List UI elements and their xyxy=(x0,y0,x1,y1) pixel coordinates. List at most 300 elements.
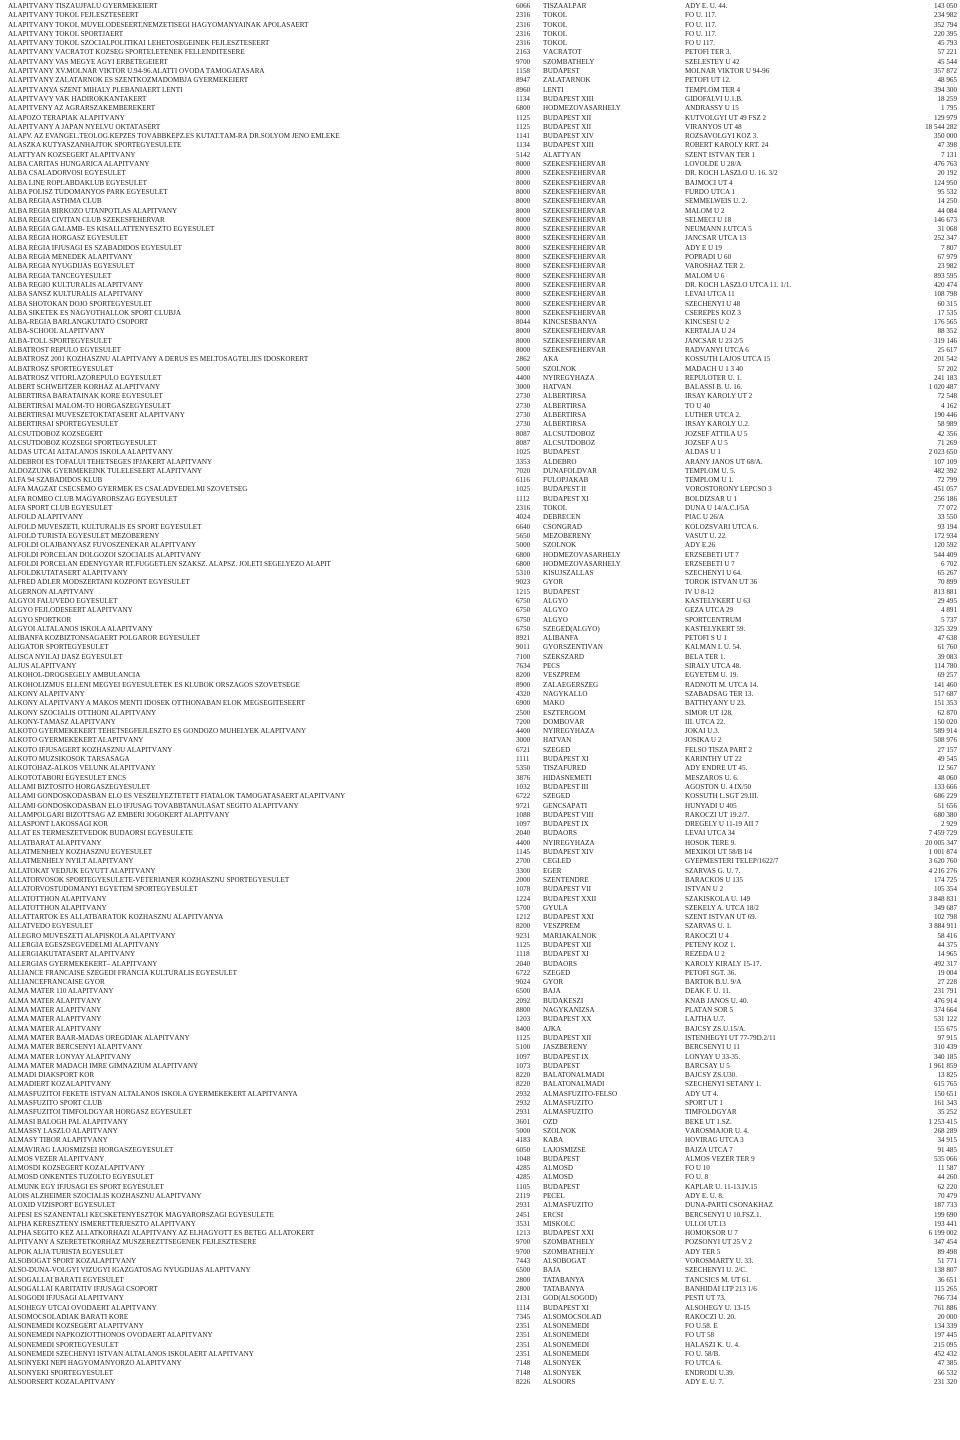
city: BAJA xyxy=(543,1267,561,1275)
street-address: RÓZSAVÖLGYI KÖZ 3. xyxy=(685,133,758,141)
table-row xyxy=(0,969,960,978)
city: TATABÁNYA xyxy=(543,1276,585,1284)
city: DEBRECEN xyxy=(543,514,581,522)
organization-name: ALMASI BALOGH PAL ALAPÍTVÁNY xyxy=(8,1118,128,1126)
organization-name: ALIGÁTOR SPORTEGYESÜLET xyxy=(8,644,109,652)
table-row xyxy=(0,141,960,150)
city: ALBERTIRSA xyxy=(543,412,587,420)
street-address: ÁGOSTON U. 4 IX/50 xyxy=(685,783,752,791)
street-address: KNÁB JÁNOS U. 40. xyxy=(685,997,749,1005)
postal-code: 2932 xyxy=(516,1100,531,1108)
amount: 187 733 xyxy=(933,1202,957,1210)
street-address: JÓZSEF ATTILA U 5 xyxy=(685,430,748,438)
organization-name: ALBATROST REPÜLŐ EGYESÜLET xyxy=(8,346,121,354)
organization-name: ALMÁSY TIBOR ALAPÍTVÁNY xyxy=(8,1137,108,1145)
postal-code: 8087 xyxy=(516,430,531,438)
organization-name: ALAPÍTVÁNY VÁCRÁTÓT KÖZSÉG SPORTÉLETÉNEK FELLENDÍTÉSÉRE xyxy=(8,49,245,57)
street-address: BALASSI B. U. 16. xyxy=(685,384,743,392)
organization-name: ALPHA KERESZTÉNY ISMERETTERJESZTŐ ALAPÍTVÁNY xyxy=(8,1220,196,1228)
street-address: BARCSAY U 5 xyxy=(685,1062,730,1070)
city: SZEGED xyxy=(543,969,571,977)
table-row xyxy=(0,1043,960,1052)
organization-name: ALAPÍTVÁNY TÖKÖL FEJLESZTÉSÉÉRT xyxy=(8,12,139,20)
street-address: TÖRÖK ISTVÁN ÚT 36 xyxy=(685,579,758,587)
organization-name: ALFÖLDI PORCELÁN EDÉNYGYÁR RT.FÜGGETLEN SZAKSZ. ALAPSZ. JOLÉTI SEGÉLYEZŐ ALAPIT xyxy=(8,560,331,568)
city: TÖKÖL xyxy=(543,21,568,29)
street-address: VASÚT U. 22. xyxy=(685,532,727,540)
amount: 252 347 xyxy=(933,235,957,243)
amount: 1 961 859 xyxy=(928,1062,957,1070)
postal-code: 2316 xyxy=(516,505,531,513)
table-row xyxy=(0,643,960,652)
organization-name: ALBA-TOLL SPORTEGYESULET xyxy=(8,337,112,345)
amount: 451 057 xyxy=(933,486,957,494)
table-row xyxy=(0,495,960,504)
amount: 374 664 xyxy=(933,1007,957,1015)
table-row xyxy=(0,941,960,950)
organization-name: ÁLLATORVOSTUDOMÁNYI EGYETEM SPORTEGYESÜLET xyxy=(8,886,198,894)
table-row xyxy=(0,1155,960,1164)
city: KABA xyxy=(543,1137,564,1145)
street-address: SIMOR UT 128. xyxy=(685,709,733,717)
street-address: BOLDIZSÁR U 1 xyxy=(685,495,738,503)
organization-name: ALMÁDIÉRT KÖZALAPÍTVÁNY xyxy=(8,1081,112,1089)
amount: 357 872 xyxy=(933,68,957,76)
organization-name: ALBERTIRSA BARÁTAINAK KÖRE EGYESÜLET xyxy=(8,393,163,401)
city: EGER xyxy=(543,867,562,875)
street-address: KÚTVÖLGYI ÚT 49 FSZ 2 xyxy=(685,114,767,122)
organization-name: ALMA MATER ALAPÍTVÁNY xyxy=(8,1016,102,1024)
amount: 680 380 xyxy=(933,811,957,819)
street-address: SELMECI U 18 xyxy=(685,216,732,224)
organization-name: ALFÖLD MŰVÉSZETI, KULTURÁLIS ÉS SPORT EGYESÜLET xyxy=(8,523,202,531)
city: NAGYKÁLLÓ xyxy=(543,690,588,698)
postal-code: 8921 xyxy=(516,635,531,643)
street-address: ERZSÉBETI U 7 xyxy=(685,560,735,568)
postal-code: 3876 xyxy=(516,774,531,782)
postal-code: 2730 xyxy=(516,402,531,410)
organization-name: ALBA LINE RÖPLABDAKLUB EGYESÜLET xyxy=(8,179,147,187)
postal-code: 1125 xyxy=(516,941,530,949)
city: SZÉKESFEHÉRVÁR xyxy=(543,216,606,224)
amount: 161 343 xyxy=(933,1100,957,1108)
organization-name: ALPESI ÉS SZÁNENTÁLI KECSKETENYÉSZTŐK MAGYARORSZÁGI EGYESÜLETE xyxy=(8,1211,274,1219)
amount: 141 460 xyxy=(933,681,957,689)
postal-code: 2730 xyxy=(516,421,531,429)
amount: 129 979 xyxy=(933,114,957,122)
organization-name: ALKOHOL-DROGSEGÉLY AMBULANCIA xyxy=(8,672,141,680)
table-row xyxy=(0,67,960,76)
organization-name: ÁLLAMI GONDOSKODÁSBAN ÉLŐ ÉS VESZÉLYEZTETETT FIATALOK TÁMOGATÁSÁÉRT ALAPÍTVÁNY xyxy=(8,793,346,801)
street-address: VÁROSMAJOR U. 4. xyxy=(685,1127,749,1135)
street-address: FŐ U. 58/B. xyxy=(685,1351,721,1359)
street-address: MALOM U 2 xyxy=(685,207,725,215)
postal-code: 2932 xyxy=(516,1090,531,1098)
street-address: NEUMANN J.UTCA 5 xyxy=(685,226,752,234)
city: SZÉKESFEHÉRVÁR xyxy=(543,226,606,234)
city: SZÉKESFEHÉRVÁR xyxy=(543,309,606,317)
postal-code: 4285 xyxy=(516,1165,531,1173)
organization-name: ÁLMUNK EGY IFJÚSÁGI ÉS SPORT EGYESÜLET xyxy=(8,1183,164,1191)
amount: 3 620 760 xyxy=(928,858,957,866)
table-row xyxy=(0,1164,960,1173)
table-row xyxy=(0,885,960,894)
street-address: ADY E. U. 8. xyxy=(685,1193,724,1200)
postal-code: 7148 xyxy=(516,1360,531,1368)
street-address: BATTHYÁNY U 23. xyxy=(685,700,746,708)
organization-name: ALBA REGIA ASTHMA CLUB xyxy=(8,198,102,206)
city: ALSÓNÉMEDI xyxy=(543,1332,590,1340)
street-address: LOVOLDE U 28/A xyxy=(685,161,742,169)
street-address: REZEDA U 2 xyxy=(685,951,725,959)
city: BALATONALMÁDI xyxy=(543,1072,605,1080)
city: ALBERTIRSA xyxy=(543,393,587,401)
street-address: ADY ÚT 4. xyxy=(685,1090,719,1098)
postal-code: 8000 xyxy=(516,272,531,280)
organization-name: ALGERNON ALAPÍTVÁNY xyxy=(8,588,95,596)
table-row xyxy=(0,244,960,253)
table-row xyxy=(0,746,960,755)
table-row xyxy=(0,997,960,1006)
city: TÖKÖL xyxy=(543,30,568,38)
table-row xyxy=(0,272,960,281)
street-address: CSEREPES KÖZ 3 xyxy=(685,309,741,317)
postal-code: 2163 xyxy=(516,49,531,57)
organization-name: ALDEBRŐI ÉS TÓFALUI TEHETSÉGES IFJAKÉRT ALAPÍTVÁNY xyxy=(8,458,213,466)
postal-code: 4024 xyxy=(516,514,531,522)
amount: 51 656 xyxy=(937,802,957,810)
postal-code: 2730 xyxy=(516,412,531,420)
amount: 27 157 xyxy=(937,746,957,754)
organization-name: ALBERTIRSAI SPORTEGYESÜLET xyxy=(8,421,119,429)
organization-name: ALMA MATER ALAPÍTVÁNY xyxy=(8,1007,102,1015)
table-row xyxy=(0,1359,960,1368)
amount: 761 886 xyxy=(933,1304,957,1312)
postal-code: 1111 xyxy=(516,756,530,764)
city: ZALATÁRNOK xyxy=(543,77,591,85)
organization-name: ALLEGRO MŰVÉSZETI ALAPISKOLA ALAPÍTVÁNY xyxy=(8,932,176,940)
organization-name: ALOIS ALZHEIMER SZOCIÁLIS KÖZHASZNÚ ALAPÍTVÁNY xyxy=(8,1193,202,1200)
amount: 20 192 xyxy=(937,170,957,178)
postal-code: 2931 xyxy=(516,1202,531,1210)
street-address: IRSAY KÁROLY U.2. xyxy=(685,421,750,429)
postal-code: 2351 xyxy=(516,1323,531,1331)
street-address: ENDRŐDI U.39. xyxy=(685,1369,735,1377)
postal-code: 8800 xyxy=(516,1007,531,1015)
organization-name: ÁLLATTARTÓK ÉS ÁLLATBARÁTOK KÖZHASZNÚ ALAPÍTVÁNYA xyxy=(8,914,224,922)
street-address: BEKE UT 1.SZ. xyxy=(685,1118,732,1126)
table-row xyxy=(0,857,960,866)
table-row xyxy=(0,1090,960,1099)
street-address: HUNYADI U 405 xyxy=(685,802,737,810)
postal-code: 2800 xyxy=(516,1285,531,1293)
organization-name: ALMA MATER BAÁR-MADAS ÖREGDIÁK ALAPÍTVÁNY xyxy=(8,1034,190,1042)
organization-name: ALBA SANSZ KULTURALIS ALAPITVANY xyxy=(8,291,143,299)
amount: 27 228 xyxy=(937,979,957,987)
table-row xyxy=(0,1071,960,1080)
postal-code: 8900 xyxy=(516,681,531,689)
street-address: ISTVÁN U 2 xyxy=(685,886,724,894)
table-row xyxy=(0,1099,960,1108)
street-address: SZARVAS G. U. 7. xyxy=(685,867,741,875)
table-row xyxy=(0,1173,960,1182)
organization-name: ALAPÍTVÁNY XV.MOLNÁR VIKTOR U.94-96.ALATTI ÓVODA TÁMOGATÁSÁRA xyxy=(8,68,265,76)
street-address: KÁLMÁN I. U. 54. xyxy=(685,644,742,652)
amount: 241 183 xyxy=(933,374,957,382)
city: MÁRIAKÁLNOK xyxy=(543,932,597,940)
city: BUDAPEST XII xyxy=(543,941,592,949)
street-address: VÖRÖSTORONY LÉPCSŐ 3 xyxy=(685,486,772,494)
amount: 45 544 xyxy=(937,58,957,66)
table-row xyxy=(0,978,960,987)
organization-name: ALLERGIA EGÉSZSÉGVÉDELMI ALAPÍTVÁNY xyxy=(8,941,160,949)
city: ESZTERGOM xyxy=(543,709,586,717)
city: GÖD(ALSÓGÖD) xyxy=(543,1295,597,1303)
city: ALDEBRŐ xyxy=(543,458,577,466)
postal-code: 8000 xyxy=(516,254,531,262)
city: PÉCEL xyxy=(543,1193,565,1200)
amount: 12 567 xyxy=(937,765,957,773)
postal-code: 1032 xyxy=(516,783,531,791)
postal-code: 7148 xyxy=(516,1369,531,1377)
table-row xyxy=(0,764,960,773)
amount: 4 216 276 xyxy=(928,867,957,875)
table-row xyxy=(0,606,960,615)
city: BUDAPEST xyxy=(543,1183,580,1191)
city: ALSÓBOGÁT xyxy=(543,1258,586,1266)
amount: 7 459 729 xyxy=(928,830,957,838)
organization-name: ALFRÉD ADLER MÓDSZERTANI KÖZPONT EGYESÜLET xyxy=(8,579,190,587)
table-row xyxy=(0,513,960,522)
city: GYŐRSZENTIVÁN xyxy=(543,644,603,652)
organization-name: ALBATROSZ SPORTEGYESÜLET xyxy=(8,365,114,373)
street-address: BAJMÓCI ÚT 4 xyxy=(685,179,733,187)
street-address: SEMMELWEIS U. 2. xyxy=(685,198,748,206)
table-row xyxy=(0,839,960,848)
table-row xyxy=(0,1192,960,1201)
table-row xyxy=(0,151,960,160)
amount: 190 446 xyxy=(933,412,957,420)
postal-code: 1097 xyxy=(516,1053,531,1061)
organization-name: ALMA MATER ALAPÍTVÁNY xyxy=(8,997,102,1005)
organization-name: ALMA MATER 110 ALAPÍTVÁNY xyxy=(8,988,114,996)
postal-code: 2040 xyxy=(516,960,531,968)
city: HATVAN xyxy=(543,737,572,745)
table-row xyxy=(0,541,960,550)
postal-code: 5350 xyxy=(516,765,531,773)
organization-name: ALFÖLDKUTATÁSÉRT ALAPÍTVÁNY xyxy=(8,570,128,578)
city: JÁSZBERÉNY xyxy=(543,1044,588,1052)
postal-code: 1078 xyxy=(516,886,531,894)
postal-code: 9023 xyxy=(516,579,531,587)
city: SZÉKESFEHÉRVÁR xyxy=(543,346,606,354)
organization-name: ÁLLAMI BIZTOSÍTÓ HORGÁSZEGYESÜLET xyxy=(8,783,151,791)
table-row xyxy=(0,309,960,318)
organization-name: ALSÓÖRSÉRT KÖZALAPÍTVÁNY xyxy=(8,1378,116,1386)
postal-code: 1224 xyxy=(516,895,531,903)
street-address: SPORT ÚT 1 xyxy=(685,1100,723,1108)
amount: 61 760 xyxy=(937,644,957,652)
postal-code: 8087 xyxy=(516,439,531,447)
postal-code: 4400 xyxy=(516,728,531,736)
street-address: RÓBERT KÁROLY KRT. 24 xyxy=(685,142,769,150)
postal-code: 3300 xyxy=(516,867,531,875)
postal-code: 5310 xyxy=(516,570,531,578)
organization-name: ALGYŐ SPORTKÖR xyxy=(8,616,72,624)
organization-name: ALLIANCEFRANCAISE GYŐR xyxy=(8,979,105,987)
street-address: BAJCSY ZS.U.15/A. xyxy=(685,1025,746,1033)
street-address: MEXIKÓI ÚT 58/B I/4 xyxy=(685,849,753,857)
organization-name: ALMÁSFÜZITŐI TIMFÖLDGYÁR HORGÁSZ EGYESÜLET xyxy=(8,1109,192,1117)
table-row xyxy=(0,327,960,336)
organization-name: ALBATROSZ 2001 KÖZHASZNÚ ALAPÍTVÁNY A DERŰS ÉS MÉLTÓSÁGTELJES IDŐSKORÉRT xyxy=(8,356,309,364)
street-address: MADÁCH U 1 3 40 xyxy=(685,365,743,373)
amount: 231 791 xyxy=(933,988,957,996)
table-row xyxy=(0,634,960,643)
organization-name: ALFÖLDI PORCELÁN DOLGOZOI SZOCIÁLIS ALAPÍTVÁNY xyxy=(8,551,202,559)
street-address: VAROSHAZ TER 2. xyxy=(685,263,745,271)
amount: 394 300 xyxy=(933,86,957,94)
street-address: KÁPLÁR U. 11-13.IV.15 xyxy=(685,1183,758,1191)
postal-code: 1112 xyxy=(516,495,530,503)
table-row xyxy=(0,383,960,392)
amount: 347 454 xyxy=(933,1239,957,1247)
amount: 72 548 xyxy=(937,393,957,401)
table-row xyxy=(0,253,960,262)
table-row xyxy=(0,625,960,634)
organization-name: ALMA MATER MADÁCH IMRE GIMNÁZIUM ALAPÍTVÁNY xyxy=(8,1062,199,1070)
organization-name: ALFA MAGZAT CSECSEMŐ GYERMEK ÉS CSALÁDVÉDELMI SZÖVETSÉG xyxy=(8,486,248,494)
organization-name: ALKONY ALAPÍTVÁNY A MAKOS MENTI IDŐSEK OTTHONÁBAN ÉLŐK MEGSEGÍTÉSÉÉRT xyxy=(8,700,305,708)
table-row xyxy=(0,290,960,299)
table-row xyxy=(0,709,960,718)
amount: 268 289 xyxy=(933,1127,957,1135)
city: BUDAPEST xyxy=(543,1062,580,1070)
postal-code: 3601 xyxy=(516,1118,531,1126)
postal-code: 5000 xyxy=(516,1127,531,1135)
organization-name: ÁLMOSD ÖNKÉNTES TŰZOLTÓ EGYESÜLET xyxy=(8,1174,154,1182)
amount: 70 479 xyxy=(937,1193,957,1200)
organization-name: ALLIANCE FRANCAISE SZEGEDI FRANCIA KULTURÁLIS EGYESÜLET xyxy=(8,969,237,977)
postal-code: 5000 xyxy=(516,365,531,373)
street-address: GÉZA UTCA 29 xyxy=(685,607,734,615)
postal-code: 7345 xyxy=(516,1313,531,1321)
street-address: ÜLLŐI ÚT.13 xyxy=(685,1220,726,1228)
city: BUDAPEST xyxy=(543,449,580,457)
organization-name: ALFA 94 SZABADIDŐS KLUB xyxy=(8,477,103,485)
amount: 893 595 xyxy=(933,272,957,280)
street-address: PETŐFI SGT. 36. xyxy=(685,969,737,977)
street-address: DR. KOCH LÁSZLÓ UTCA 11. 1/1. xyxy=(685,281,792,289)
table-row xyxy=(0,281,960,290)
street-address: VIRÁNYOS ÚT 48 xyxy=(685,123,742,131)
organization-name: ALBERTIRSAI MALOM-TÓ HORGÁSZEGYESÜLET xyxy=(8,402,171,410)
organization-name: ALCSÚTDOBOZ KÖZSÉGI SPORTEGYESÜLET xyxy=(8,439,157,447)
postal-code: 6640 xyxy=(516,523,531,531)
postal-code: 2351 xyxy=(516,1351,531,1359)
table-row xyxy=(0,1006,960,1015)
city: HÓDMEZŐVÁSÁRHELY xyxy=(543,560,621,568)
table-row xyxy=(0,30,960,39)
postal-code: 3531 xyxy=(516,1220,531,1228)
postal-code: 2316 xyxy=(516,30,531,38)
organization-name: ALSÓGÖDI IFJÚSÁGI ALAPÍTVÁNY xyxy=(8,1295,124,1303)
postal-code: 1145 xyxy=(516,849,530,857)
amount: 33 550 xyxy=(937,514,957,522)
postal-code: 4285 xyxy=(516,1174,531,1182)
organization-name: ALPOK ALJA TURISTA EGYESÜLET xyxy=(8,1248,124,1256)
postal-code: 1025 xyxy=(516,486,531,494)
city: SZÉKESFEHÉRVÁR xyxy=(543,161,606,169)
postal-code: 2316 xyxy=(516,40,531,48)
postal-code: 6800 xyxy=(516,551,531,559)
amount: 1 795 xyxy=(941,105,957,113)
city: CSONGRÁD xyxy=(543,523,583,531)
amount: 2 929 xyxy=(941,821,957,829)
amount: 48 060 xyxy=(937,774,957,782)
city: TISZAALPÁR xyxy=(543,3,587,10)
city: BUDAPEST XII xyxy=(543,123,592,131)
organization-name: ALSÓMOCSOLÁDIAK BARÁTI KÖRE xyxy=(8,1313,129,1321)
organization-name: ALMÁSFÜZITŐ SPORT CLUB xyxy=(8,1100,103,1108)
postal-code: 5100 xyxy=(516,1044,531,1052)
postal-code: 1125 xyxy=(516,1034,530,1042)
organization-name: ALSÓNÉMEDI KÖZSÉGÉRT ALAPÍTVÁNY xyxy=(8,1323,144,1331)
street-address: BARTÓK B.U. 9/A xyxy=(685,979,742,987)
city: BUDAPEST XIII xyxy=(543,142,594,150)
amount: 58 989 xyxy=(937,421,957,429)
city: GYŐR xyxy=(543,979,564,987)
table-row xyxy=(0,76,960,85)
organization-name: ALAPÍTVÁNY A JAPÁN NYELVŰ OKTATÁSÉRT xyxy=(8,123,161,131)
organization-name: ALAPOZÓ TERÁPIÁK ALAPÍTVÁNY xyxy=(8,114,125,122)
street-address: ADY E.26 xyxy=(685,542,716,550)
city: TISZAFÜRED xyxy=(543,765,587,773)
street-address: JÓSIKA U 2 xyxy=(685,737,722,745)
city: SZÉKESFEHÉRVÁR xyxy=(543,207,606,215)
postal-code: 9721 xyxy=(516,802,531,810)
postal-code: 8000 xyxy=(516,198,531,206)
street-address: RÁKÓCZI U. 20. xyxy=(685,1313,736,1321)
amount: 47 385 xyxy=(937,1360,957,1368)
amount: 115 265 xyxy=(934,1285,957,1293)
amount: 58 416 xyxy=(937,932,957,940)
amount: 589 914 xyxy=(933,728,957,736)
table-row xyxy=(0,2,960,11)
street-address: SZÉCHENYI U 48 xyxy=(685,300,741,308)
street-address: FELSŐ TISZA PART 2 xyxy=(685,746,753,754)
street-address: ARANY JÁNOS ÚT 68/A. xyxy=(685,458,763,466)
city: KINCSESBÁNYA xyxy=(543,319,597,327)
city: ALSÓNYÉK xyxy=(543,1360,582,1368)
city: ALSÓNYÉK xyxy=(543,1369,582,1377)
organization-name: ÁLLATOKAT VÉDJÜK EGYÜTT ALAPÍTVÁNY xyxy=(8,867,156,875)
street-address: GYEPMESTERI TELEP/1622/7 xyxy=(685,858,779,866)
table-row xyxy=(0,132,960,141)
table-row xyxy=(0,485,960,494)
street-address: FŐ U 117. xyxy=(685,40,715,48)
organization-name: ALBA REGIA HORGÁSZ EGYESÜLET xyxy=(8,235,129,243)
amount: 39 083 xyxy=(937,653,957,661)
organization-name: ALMÁSSY LÁSZLÓ ALAPÍTVÁNY xyxy=(8,1127,118,1135)
city: ERCSI xyxy=(543,1211,564,1219)
amount: 42 356 xyxy=(937,430,957,438)
table-row xyxy=(0,1276,960,1285)
organization-name: ALKOTÓ MUZSIKOSOK TÁRSASÁGA xyxy=(8,756,130,764)
organization-name: ALSÓNÉMEDI SPORTEGYESÜLET xyxy=(8,1341,119,1349)
organization-name: ALBA SIKETEK ÉS NAGYOTHALLÓK SPORT CLUBJA xyxy=(8,309,182,317)
street-address: RÁKÓCZI U 4 xyxy=(685,932,729,940)
